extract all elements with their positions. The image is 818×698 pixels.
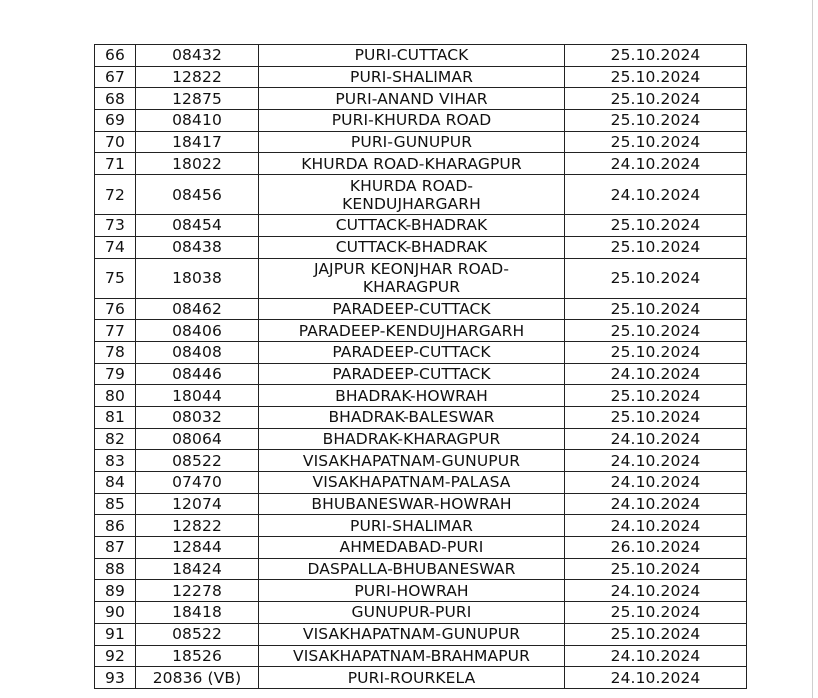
serial-number-cell: 77 <box>95 320 136 342</box>
table-row <box>95 66 747 88</box>
date-cell: 25.10.2024 <box>565 406 747 428</box>
date-cell: 25.10.2024 <box>565 88 747 110</box>
date-cell: 24.10.2024 <box>565 580 747 602</box>
serial-number-cell: 79 <box>95 363 136 385</box>
date-cell: 25.10.2024 <box>565 258 747 298</box>
route-cell: CUTTACK-BHADRAK <box>259 215 565 237</box>
route-cell: BHADRAK-HOWRAH <box>259 385 565 407</box>
route-cell: KHURDA ROAD- KENDUJHARGARH <box>259 175 565 215</box>
route-cell: PARADEEP-KENDUJHARGARH <box>259 320 565 342</box>
date-cell: 25.10.2024 <box>565 131 747 153</box>
route-cell: VISAKHAPATNAM-BRAHMAPUR <box>259 645 565 667</box>
train-number-cell: 18044 <box>136 385 259 407</box>
table-row <box>95 667 747 689</box>
serial-number-cell: 84 <box>95 472 136 494</box>
table-row <box>95 580 747 602</box>
table-row <box>95 558 747 580</box>
date-cell: 24.10.2024 <box>565 450 747 472</box>
train-number-cell: 12822 <box>136 515 259 537</box>
serial-number-cell: 91 <box>95 623 136 645</box>
date-cell: 24.10.2024 <box>565 493 747 515</box>
train-number-cell: 08456 <box>136 175 259 215</box>
table-row <box>95 385 747 407</box>
date-cell: 25.10.2024 <box>565 341 747 363</box>
serial-number-cell: 66 <box>95 45 136 67</box>
route-cell: DASPALLA-BHUBANESWAR <box>259 558 565 580</box>
date-cell: 25.10.2024 <box>565 320 747 342</box>
serial-number-cell: 81 <box>95 406 136 428</box>
train-number-cell: 18424 <box>136 558 259 580</box>
serial-number-cell: 83 <box>95 450 136 472</box>
date-cell: 25.10.2024 <box>565 215 747 237</box>
table-row <box>95 623 747 645</box>
serial-number-cell: 67 <box>95 66 136 88</box>
train-number-cell: 08438 <box>136 236 259 258</box>
table-row <box>95 428 747 450</box>
date-cell: 24.10.2024 <box>565 472 747 494</box>
train-number-cell: 18417 <box>136 131 259 153</box>
route-cell: PURI-HOWRAH <box>259 580 565 602</box>
serial-number-cell: 70 <box>95 131 136 153</box>
date-cell: 24.10.2024 <box>565 428 747 450</box>
train-number-cell: 07470 <box>136 472 259 494</box>
table-row <box>95 131 747 153</box>
route-cell: PARADEEP-CUTTACK <box>259 341 565 363</box>
route-cell: PURI-CUTTACK <box>259 45 565 67</box>
train-number-cell: 08064 <box>136 428 259 450</box>
serial-number-cell: 82 <box>95 428 136 450</box>
date-cell: 25.10.2024 <box>565 110 747 132</box>
date-cell: 24.10.2024 <box>565 363 747 385</box>
serial-number-cell: 75 <box>95 258 136 298</box>
table-row <box>95 320 747 342</box>
route-cell: CUTTACK-BHADRAK <box>259 236 565 258</box>
serial-number-cell: 90 <box>95 602 136 624</box>
table-row <box>95 406 747 428</box>
route-cell: PURI-GUNUPUR <box>259 131 565 153</box>
table-row <box>95 341 747 363</box>
date-cell: 25.10.2024 <box>565 623 747 645</box>
route-cell: BHADRAK-BALESWAR <box>259 406 565 428</box>
serial-number-cell: 73 <box>95 215 136 237</box>
train-number-cell: 08462 <box>136 298 259 320</box>
serial-number-cell: 69 <box>95 110 136 132</box>
date-cell: 24.10.2024 <box>565 515 747 537</box>
date-cell: 24.10.2024 <box>565 153 747 175</box>
train-number-cell: 12278 <box>136 580 259 602</box>
route-cell: PURI-KHURDA ROAD <box>259 110 565 132</box>
route-cell: VISAKHAPATNAM-PALASA <box>259 472 565 494</box>
table-row <box>95 153 747 175</box>
train-number-cell: 08522 <box>136 623 259 645</box>
route-cell: PARADEEP-CUTTACK <box>259 298 565 320</box>
date-cell: 24.10.2024 <box>565 667 747 689</box>
serial-number-cell: 88 <box>95 558 136 580</box>
route-cell: AHMEDABAD-PURI <box>259 537 565 559</box>
route-cell: PURI-SHALIMAR <box>259 515 565 537</box>
table-row <box>95 602 747 624</box>
date-cell: 25.10.2024 <box>565 45 747 67</box>
table-row <box>95 258 747 298</box>
page-edge <box>812 0 813 698</box>
table-row <box>95 215 747 237</box>
train-number-cell: 08454 <box>136 215 259 237</box>
route-cell: KHURDA ROAD-KHARAGPUR <box>259 153 565 175</box>
route-cell: GUNUPUR-PURI <box>259 602 565 624</box>
table-row <box>95 298 747 320</box>
train-number-cell: 18418 <box>136 602 259 624</box>
train-number-cell: 08522 <box>136 450 259 472</box>
train-number-cell: 18022 <box>136 153 259 175</box>
table-row <box>95 515 747 537</box>
table-row <box>95 236 747 258</box>
date-cell: 25.10.2024 <box>565 66 747 88</box>
date-cell: 24.10.2024 <box>565 175 747 215</box>
train-number-cell: 08446 <box>136 363 259 385</box>
train-number-cell: 20836 (VB) <box>136 667 259 689</box>
serial-number-cell: 72 <box>95 175 136 215</box>
route-cell: PURI-ANAND VIHAR <box>259 88 565 110</box>
table-row <box>95 45 747 67</box>
date-cell: 24.10.2024 <box>565 645 747 667</box>
date-cell: 25.10.2024 <box>565 236 747 258</box>
serial-number-cell: 74 <box>95 236 136 258</box>
date-cell: 25.10.2024 <box>565 558 747 580</box>
route-cell: JAJPUR KEONJHAR ROAD- KHARAGPUR <box>259 258 565 298</box>
train-number-cell: 12074 <box>136 493 259 515</box>
train-number-cell: 08406 <box>136 320 259 342</box>
train-schedule-table <box>94 44 747 689</box>
train-number-cell: 08032 <box>136 406 259 428</box>
train-number-cell: 08408 <box>136 341 259 363</box>
serial-number-cell: 89 <box>95 580 136 602</box>
route-cell: PARADEEP-CUTTACK <box>259 363 565 385</box>
serial-number-cell: 92 <box>95 645 136 667</box>
train-number-cell: 12875 <box>136 88 259 110</box>
table-row <box>95 537 747 559</box>
table-row <box>95 493 747 515</box>
route-cell: VISAKHAPATNAM-GUNUPUR <box>259 623 565 645</box>
serial-number-cell: 87 <box>95 537 136 559</box>
table-row <box>95 175 747 215</box>
table-body <box>95 45 747 689</box>
table-row <box>95 472 747 494</box>
date-cell: 26.10.2024 <box>565 537 747 559</box>
table-row <box>95 645 747 667</box>
table-row <box>95 363 747 385</box>
serial-number-cell: 71 <box>95 153 136 175</box>
train-number-cell: 18038 <box>136 258 259 298</box>
train-number-cell: 08410 <box>136 110 259 132</box>
train-number-cell: 18526 <box>136 645 259 667</box>
train-number-cell: 12844 <box>136 537 259 559</box>
route-cell: PURI-SHALIMAR <box>259 66 565 88</box>
train-number-cell: 12822 <box>136 66 259 88</box>
route-cell: BHUBANESWAR-HOWRAH <box>259 493 565 515</box>
table-row <box>95 110 747 132</box>
date-cell: 25.10.2024 <box>565 298 747 320</box>
serial-number-cell: 76 <box>95 298 136 320</box>
train-number-cell: 08432 <box>136 45 259 67</box>
date-cell: 25.10.2024 <box>565 602 747 624</box>
date-cell: 25.10.2024 <box>565 385 747 407</box>
route-cell: VISAKHAPATNAM-GUNUPUR <box>259 450 565 472</box>
route-cell: BHADRAK-KHARAGPUR <box>259 428 565 450</box>
serial-number-cell: 93 <box>95 667 136 689</box>
table-row <box>95 88 747 110</box>
route-cell: PURI-ROURKELA <box>259 667 565 689</box>
serial-number-cell: 78 <box>95 341 136 363</box>
serial-number-cell: 86 <box>95 515 136 537</box>
table-row <box>95 450 747 472</box>
serial-number-cell: 80 <box>95 385 136 407</box>
serial-number-cell: 68 <box>95 88 136 110</box>
serial-number-cell: 85 <box>95 493 136 515</box>
